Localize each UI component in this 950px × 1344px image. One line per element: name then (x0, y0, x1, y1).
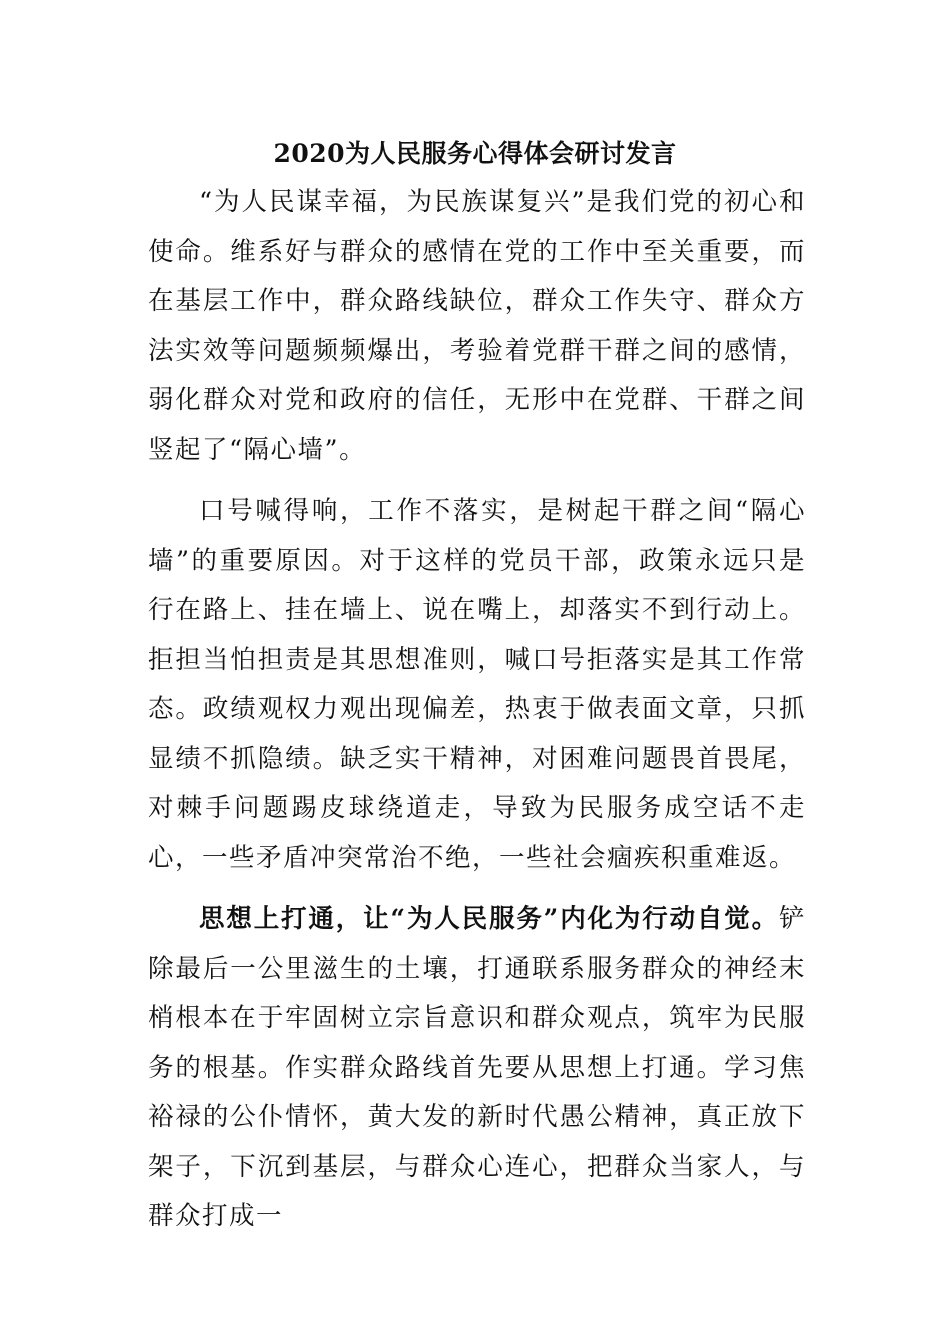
paragraph-1 (148, 178, 806, 475)
paragraph-2 (148, 487, 806, 883)
document-title: 2020为人民服务心得体会研讨发言 (273, 139, 677, 168)
paragraph-3-lead: 思想上打通，让“为人民服务”内化为行动自觉。 (199, 904, 779, 934)
paragraph-1-text: “为人民谋幸福，为民族谋复兴”是我们党的初心和使命。维系好与群众的感情在党的工作中至关重要，而在基层工作中，群众路线缺位，群众工作失守、群众方法实效等问题频频爆出，考验着党群干群之间的感情，弱化群众对党和政府的信任，无形中在党群、干群之间竖起了“隔心墙”。 (148, 187, 806, 465)
paragraph-3-text: 铲除最后一公里滋生的土壤，打通联系服务群众的神经末梢根本在于牢固树立宗旨意识和群众观点，筑牢为民服务的根基。作实群众路线首先要从思想上打通。学习焦裕禄的公仆情怀，黄大发的新时代愚公精神，真正放下架子，下沉到基层，与群众心连心，把群众当家人，与群众打成一 (148, 904, 806, 1231)
document-body (148, 178, 806, 1242)
paragraph-2-text: 口号喊得响，工作不落实，是树起干群之间“隔心墙”的重要原因。对于这样的党员干部，政策永远只是行在路上、挂在墙上、说在嘴上，却落实不到行动上。拒担当怕担责是其思想准则，喊口号拒落实是其工作常态。政绩观权力观出现偏差，热衷于做表面文章，只抓显绩不抓隐绩。缺乏实干精神，对困难问题畏首畏尾，对棘手问题踢皮球绕道走，导致为民服务成空话不走心，一些矛盾冲突常治不绝，一些社会痼疾积重难返。 (148, 496, 806, 873)
paragraph-3 (148, 895, 806, 1242)
